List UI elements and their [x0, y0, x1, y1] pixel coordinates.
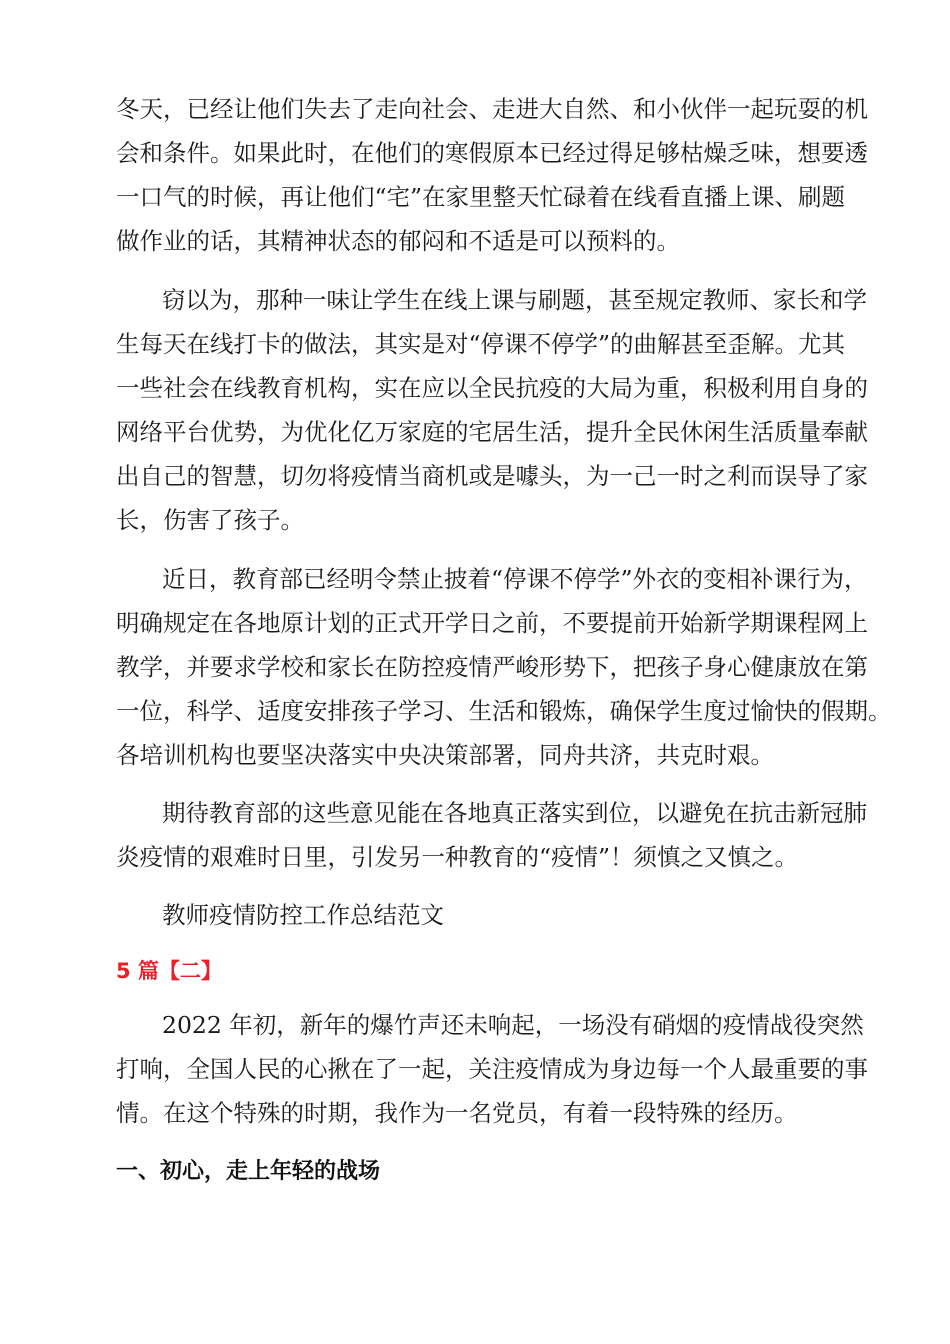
paragraph-6-line-1: 2022 年初，新年的爆竹声还未响起，一场没有硝烟的疫情战役突然 [162, 1011, 864, 1039]
paragraph-3-line-3: 教学，并要求学校和家长在防控疫情严峻形势下，把孩子身心健康放在第 [116, 653, 868, 681]
paragraph-3-line-2: 明确规定在各地原计划的正式开学日之前，不要提前开始新学期课程网上 [116, 609, 868, 637]
subheading: 一、初心，走上年轻的战场 [116, 1158, 381, 1184]
paragraph-4-line-1: 期待教育部的这些意见能在各地真正落实到位，以避免在抗击新冠肺 [162, 799, 867, 827]
paragraph-3-line-4: 一位，科学、适度安排孩子学习、生活和锻炼，确保学生度过愉快的假期。 [116, 697, 892, 725]
paragraph-1-line-4: 做作业的话，其精神状态的郁闷和不适是可以预料的。 [116, 227, 680, 255]
section-label: 5 篇【二】 [116, 959, 222, 983]
paragraph-4-line-2: 炎疫情的艰难时日里，引发另一种教育的“疫情”！须慎之又慎之。 [116, 843, 799, 871]
paragraph-2-line-6: 长，伤害了孩子。 [116, 506, 304, 534]
paragraph-1-line-3: 一口气的时候，再让他们“宅”在家里整天忙碌着在线看直播上课、刷题 [116, 183, 846, 211]
article-title: 教师疫情防控工作总结范文 [162, 901, 444, 929]
paragraph-3-line-5: 各培训机构也要坚决落实中央决策部署，同舟共济，共克时艰。 [116, 741, 774, 769]
paragraph-2-line-4: 网络平台优势，为优化亿万家庭的宅居生活，提升全民休闲生活质量奉献 [116, 418, 868, 446]
paragraph-2-line-1: 窃以为，那种一味让学生在线上课与刷题，甚至规定教师、家长和学 [162, 286, 867, 314]
paragraph-2-line-3: 一些社会在线教育机构，实在应以全民抗疫的大局为重，积极利用自身的 [116, 374, 868, 402]
paragraph-2-line-5: 出自己的智慧，切勿将疫情当商机或是噱头，为一己一时之利而误导了家 [116, 462, 868, 490]
paragraph-6-line-3: 情。在这个特殊的时期，我作为一名党员，有着一段特殊的经历。 [116, 1099, 798, 1127]
paragraph-3-line-1: 近日，教育部已经明令禁止披着“停课不停学”外衣的变相补课行为， [162, 565, 868, 593]
paragraph-2-line-2: 生每天在线打卡的做法，其实是对“停课不停学”的曲解甚至歪解。尤其 [116, 330, 846, 358]
paragraph-1-line-2: 会和条件。如果此时，在他们的寒假原本已经过得足够枯燥乏味，想要透 [116, 139, 868, 167]
paragraph-6-line-2: 打响，全国人民的心揪在了一起，关注疫情成为身边每一个人最重要的事 [116, 1055, 868, 1083]
paragraph-1-line-1: 冬天，已经让他们失去了走向社会、走进大自然、和小伙伴一起玩耍的机 [116, 95, 868, 123]
